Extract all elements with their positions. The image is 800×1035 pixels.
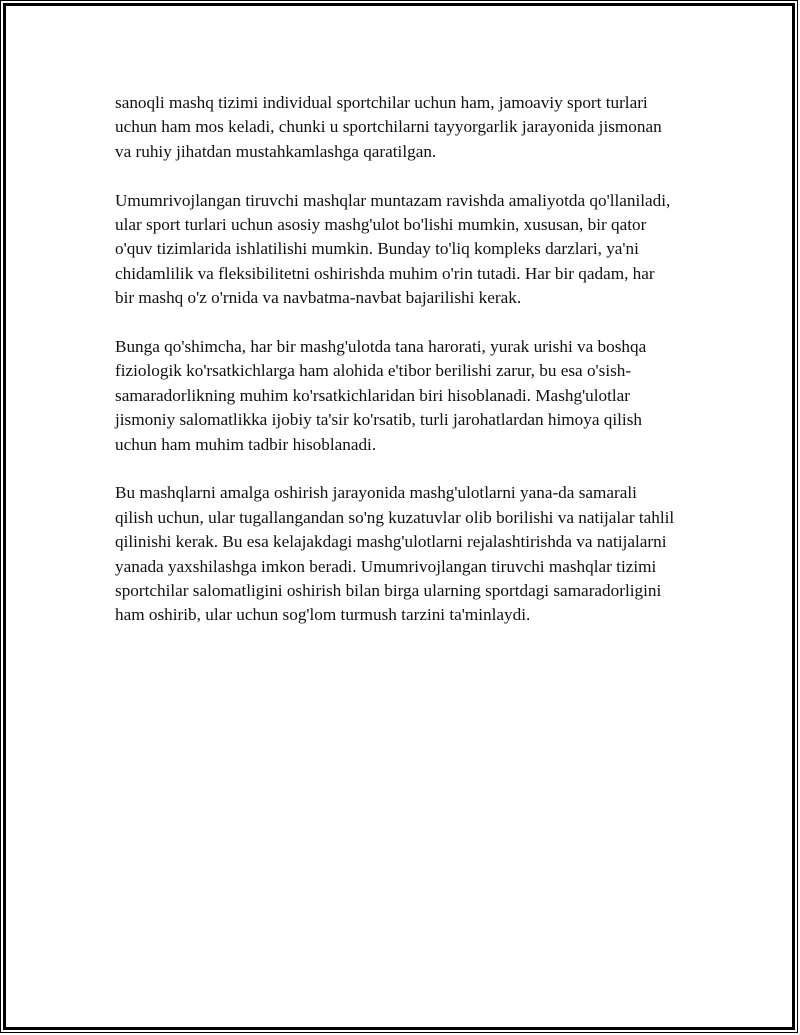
document-body: [115, 91, 675, 652]
paragraph-3: Bunga qo'shimcha, har bir mashg'ulotda tana harorati, yurak urishi va boshqa fiziologik ko'rsatkichlarga ham alohida e'tibor berilishi zarur, bu esa o'sish-samaradorlikning muhim ko'rsatkichlaridan biri hisoblanadi. Mashg'ulotlar jismoniy salomatlikka ijobiy ta'sir ko'rsatib, turli jarohatlardan himoya qilish uchun ham muhim tadbir hisoblanadi.: [115, 337, 647, 454]
paragraph-2: Umumrivojlangan tiruvchi mashqlar muntazam ravishda amaliyotda qo'llaniladi, ular sport turlari uchun asosiy mashg'ulot bo'lishi mumkin, xususan, bir qator o'quv tizimlarida ishlatilishi mumkin. Bunday to'liq kompleks darzlari, ya'ni chidamlilik va fleksibilitetni oshirishda muhim o'rin tutadi. Har bir qadam, har bir mashq o'z o'rnida va navbatma-navbat bajarilishi kerak.: [115, 190, 671, 308]
paragraph-1: sanoqli mashq tizimi individual sportchilar uchun ham, jamoaviy sport turlari uchun ham mos keladi, chunki u sportchilarni tayyorgarlik jarayonida jismonan va ruhiy jihatdan mustahkamlashga qaratilgan.: [115, 93, 662, 161]
paragraph-4: Bu mashqlarni amalga oshirish jarayonida mashg'ulotlarni yana-da samarali qilish uchun, ular tugallangandan so'ng kuzatuvlar olib borilishi va natijalar tahlil qilinishi kerak. Bu esa kelajakdagi mashg'ulotlarni rejalashtirishda va natijalarni yanada yaxshilashga imkon beradi. Umumrivojlangan tiruvchi mashqlar tizimi sportchilar salomatligini oshirish bilan birga ularning sportdagi samaradorligini ham oshirib, ular uchun sog'lom turmush tarzini ta'minlaydi.: [115, 483, 675, 625]
